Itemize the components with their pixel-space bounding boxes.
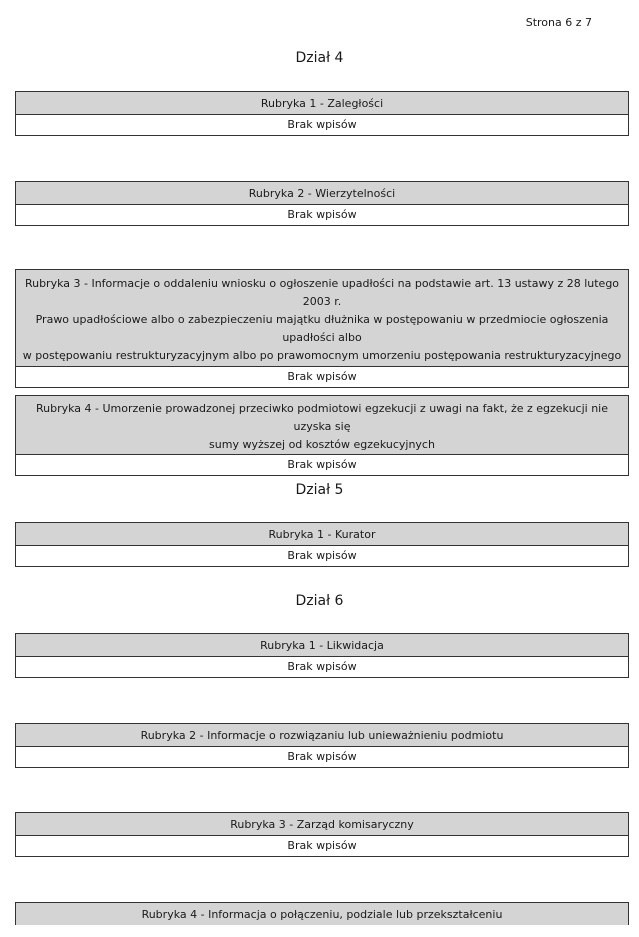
rubric-dzial6-4	[15, 902, 629, 925]
rubric-header-line: Prawo upadłościowe albo o zabezpieczeniu majątku dłużnika w postępowaniu w przedmiocie ogłoszenia upadłości albo	[35, 313, 609, 344]
rubric-dzial5-1	[15, 522, 629, 567]
rubric-body: Brak wpisów	[16, 204, 628, 225]
rubric-body: Brak wpisów	[16, 114, 628, 135]
rubric-header: Rubryka 2 - Wierzytelności	[16, 182, 628, 204]
rubric-dzial4-4	[15, 395, 629, 476]
rubric-dzial6-2	[15, 723, 629, 768]
rubric-body: Brak wpisów	[16, 656, 628, 677]
rubric-dzial6-3	[15, 812, 629, 857]
rubric-body: Brak wpisów	[16, 545, 628, 566]
rubric-dzial6-1	[15, 633, 629, 678]
rubric-header: Rubryka 1 - Likwidacja	[16, 634, 628, 656]
section-title-dzial-4: Dział 4	[295, 50, 344, 66]
rubric-body: Brak wpisów	[16, 454, 628, 475]
rubric-dzial4-2	[15, 181, 629, 226]
rubric-header: Rubryka 2 - Informacje o rozwiązaniu lub unieważnieniu podmiotu	[16, 724, 628, 746]
rubric-header: Rubryka 3 - Zarząd komisaryczny	[16, 813, 628, 835]
rubric-header-line: w postępowaniu restrukturyzacyjnym albo po prawomocnym umorzeniu postępowania restrukturyzacyjnego	[22, 349, 622, 362]
rubric-header: Rubryka 1 - Kurator	[16, 523, 628, 545]
rubric-dzial4-3	[15, 269, 629, 388]
rubric-body: Brak wpisów	[16, 835, 628, 856]
rubric-header	[16, 270, 628, 366]
rubric-header: Rubryka 1 - Zaległości	[16, 92, 628, 114]
rubric-header	[16, 396, 628, 454]
rubric-dzial4-1	[15, 91, 629, 136]
rubric-body: Brak wpisów	[16, 366, 628, 387]
rubric-header-line: Rubryka 3 - Informacje o oddaleniu wniosku o ogłoszenie upadłości na podstawie art. 13 ustawy z 28 lutego 2003 r.	[24, 277, 620, 308]
section-title-dzial-5: Dział 5	[295, 482, 344, 498]
section-title-dzial-6: Dział 6	[295, 593, 344, 609]
rubric-header: Rubryka 4 - Informacja o połączeniu, podziale lub przekształceniu	[16, 903, 628, 925]
page-number: Strona 6 z 7	[525, 16, 592, 29]
rubric-header-line: Rubryka 4 - Umorzenie prowadzonej przeciwko podmiotowi egzekucji z uwagi na fakt, że z egzekucji nie uzyska się	[35, 402, 609, 433]
rubric-header-line: sumy wyższej od kosztów egzekucyjnych	[209, 438, 435, 451]
rubric-body: Brak wpisów	[16, 746, 628, 767]
